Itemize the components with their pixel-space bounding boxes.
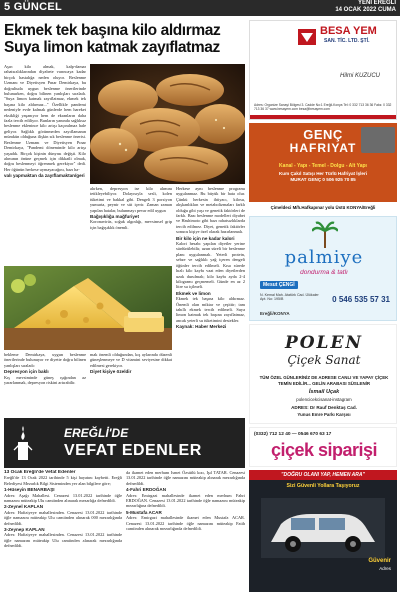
article-subhead: Ekmek ve limon xyxy=(176,290,211,296)
obituary-entry-text: Adres: Hafiziyeye mahallesinden. Cenazesi 13.01.2022 tarihinde öğle namazını müteakip Ulu camiinden alınarak mezarlığında defnedildi. xyxy=(4,532,122,549)
headline-line-2: Suya limon katmak zayıflatmaz xyxy=(4,39,220,56)
obituary-entry xyxy=(4,487,122,503)
obituary-list-left xyxy=(4,470,122,592)
obituary-entry-text: Adres: Aşağı Mahallesi. Cenazesi 13.01.2022 tarihinde öğle namazını müteakip Ulu camiinden alınarak mezarlığa defnedildi. xyxy=(4,492,122,504)
paper-name: YENİ EREĞLİ xyxy=(357,0,396,6)
article-source: Kaynak: Haber Merkezi xyxy=(176,324,227,330)
obituary-entry-title: 1-Hüseyin BENARBAŞI xyxy=(4,487,55,493)
besa-brand: BESA YEM xyxy=(320,25,377,37)
obituary-entry xyxy=(4,470,122,486)
palm-tree-icon xyxy=(312,221,338,249)
headline-line-1: Ekmek tek başına kilo aldırmaz xyxy=(4,22,221,39)
paper-info xyxy=(335,0,396,14)
genc-subtitle: HAFRIYAT xyxy=(289,141,357,155)
obituary-entry xyxy=(126,487,245,509)
obituary-entry xyxy=(4,504,122,526)
palmiye-owner: Mesut ÇENGİ xyxy=(260,281,298,289)
article-paragraph: Kış mevsiminde güneş ışığından az yararlanmak, depresyon riskini artırabilir. xyxy=(4,374,86,386)
polen-name: POLEN xyxy=(284,333,364,353)
palmiye-city: Ereğli/KONYA xyxy=(260,311,290,316)
article-subhead: Bir kilo için ne kadar kalori xyxy=(176,235,235,241)
article-paragraph: Herkese aynı beslenme programı uygulanmaz. Bu büyük bir hata olur. Çünkü herkesin ihtiyacı, kilosu, alışkanlıkları ve metabolizmaları farklı olduğu gibi yaşı ve genetik faktörleri de farklı. Bazı beslenme modelleri diyabet ve Hashimoto gibi bazı rahatsızlıklarda tercih edilmez. Diyet, genetik faktörler sonucu kişiye özel olarak hazırlanmalı. xyxy=(176,186,245,235)
polen-address-2: Yunus Emre Parkı Karşısı xyxy=(297,412,351,417)
cheese-photo xyxy=(4,266,172,350)
genc-details xyxy=(253,171,393,183)
palmiye-address: N. Kemal Mah. Atatürk Cad. Ülükaler Apt. No: 195/B xyxy=(260,293,319,302)
palmiye-phone: 0 546 535 57 31 xyxy=(332,295,390,304)
obituary-entry-title: 4-Fahri ERDOĞAN xyxy=(126,487,167,493)
polen-description: TÜM ÖZEL GÜNLERİNİZ DE ADRESE CANLI VE YAPAY ÇİÇEK TEMİN EDİLİR... GELİN ARABASI SÜSLENİR xyxy=(259,375,389,386)
article-subhead: Bağışıklığa mağfuriyet xyxy=(90,214,140,220)
obituary-entry-text: da ikamet eden merhum Ismet Özsütlü kızı, Işıl TATAR. Cenazesi 13.01.2022 tarihinde öğle namazını müteakip alınarak mezarlığında defnedildi. xyxy=(126,470,245,486)
obituary-entry-text: Adres: Emirgazi mahallesinde ikamet eden Mustafa ACAR. Cenazesi 13.01.2022 tarihinde öğle namazını müteakip Fatih camiinden alınarak mezarlığında defnedildi. xyxy=(126,515,245,532)
article-column-2b xyxy=(90,352,172,382)
obituary-entry-text: Adres: Emirgazi mahallesinde ikamet eden merhum Fahri ERDOĞAN. Cenazesi 13.01.2022 tarihinde öğle namazını müteakip mezarlığına defnedildi. xyxy=(126,492,245,509)
masthead-bar xyxy=(0,0,400,16)
obituary-entry xyxy=(126,470,245,486)
obituary-entry-title: 2-Zeynel KAPLAN xyxy=(4,504,44,510)
obituary-entry-title: 5-Mustafa ACAR xyxy=(126,509,162,515)
guven-tagline: Sizi Güvenli Yollara Taşıyoruz xyxy=(286,483,360,489)
guven-name: Güvenir xyxy=(368,558,391,564)
cicek-siparisi-ad[interactable] xyxy=(249,427,397,467)
besa-color-strip xyxy=(250,115,397,119)
obituary-entry-title: 3-Zeynep KAPLAN xyxy=(4,527,45,533)
besa-address: Adres: Organize Sanayi Bölgesi 3. Cadde No:1 Ereğli-Konya Tel: 0 332 713 36 36 Faks: 0 332 713 36 37 www.besayem.com besa@besayem.com xyxy=(254,103,392,111)
article-column-2a xyxy=(90,186,172,264)
article-paragraph: alırken, depresyon ise kilo alımını tetikleyebiliyor. Dolayısıyla sesli, kolen tüketimi ve bakkal gibi. Dengeli 3 porsiyon yumurta, peynir ve süt içerir. Zaman zaman yapılan hatalar, bulunmayı pevar edil uygun xyxy=(90,186,172,213)
polen-name-2: Çiçek Sanat xyxy=(287,353,361,367)
article-subhead: valı yapmaktan da zayıflamaktan/geri xyxy=(4,173,85,179)
genc-address: Çimeldeci M/h.Hafkapınar yolu Üstü KONYA/Ereğli xyxy=(249,202,397,213)
headline xyxy=(4,22,244,56)
bread-photo xyxy=(90,64,245,184)
car-icon xyxy=(261,498,385,558)
article-paragraph: Aşırı kilo almak, kalp-damar rahatsızlıklarından diyabete varıncaya kadar birçok hastalığa neden oluyor. Beslenme Uzmanı ve Diyetisyen Pınar Demirkaya, bu doğrultuda uygun beslenme önerilerinde bulunurken, doğru bilinen yanlışları sıraladı. "Suya limon katmak zayıflatmaz, ekmek tek başına kilo aldırmaz..." Özellikle pandemi nedeniyle evde kalmak günlerde hem hareket eksikliği yaşanıyor hem de ekranların daha fazla tercih ediliyor. Bunların yanında sağlıksız beslenme eklenince kilo artışı kaçınılmaz hale geliyor. Sağlıklı görünmeden zayıflamanın mümkün olduğuna ilişkin sık beslenme önerisi. Beslenme Uzmanı ve Diyetisyen Pınar Demirkaya, "Pandemi döneminde kilo artışı yaşadık. Birçok kişinin dünyası değişti. Kilo alımının önüne geçmek için dikkatli olmak, doğru beslenmeyi öğrenmek gerekiyor" dedi. Her öğünün herkese uymayacağını, bazı ha- xyxy=(4,64,86,172)
article-subhead: Depresyon için baklı xyxy=(4,369,49,375)
article-column-1b xyxy=(4,352,86,390)
obituary-header xyxy=(4,418,245,468)
article-paragraph: mak önemli olduğundan, kış aylarında düzenli güneşlenmeye ve D vitamini seviyesine dikkat edilmesi gerekiyor. xyxy=(90,352,172,368)
polen-cicek-ad[interactable] xyxy=(249,324,397,424)
besa-brand-sub: SAN. TİC. LTD. ŞTİ. xyxy=(324,38,370,44)
section-label: 5 GÜNCEL xyxy=(4,1,63,13)
article-column-3 xyxy=(176,186,245,416)
article-subhead: Diyet kişiye özeldir xyxy=(90,369,132,375)
genc-services: Kanal - Yapı - Temel - Dolgu - Alt Yapı xyxy=(279,163,367,169)
obituary-entry-text: Ereğli'de 13 Ocak 2022 tarihinde 5 kişi hayatını kaybetti. Ereğli Belediyesi Mezarlık Bilgi Sisteminden yer alan bilgilere göre; xyxy=(4,475,122,486)
candle-icon xyxy=(12,424,34,462)
polen-person: İsmail Uçak xyxy=(308,389,340,395)
issue-date: 14 OCAK 2022 CUMA xyxy=(335,7,396,13)
siparis-phone: (0332) 712 12 40 — 0546 670 63 17 xyxy=(254,432,332,437)
palmiye-ad[interactable] xyxy=(249,216,397,321)
obituary-heading-1: EREĞLİ'DE xyxy=(64,426,129,440)
obituary-entry-text: Adres: Hafiziyeye mahallesinden. Cenazesi 13.01.2022 tarihinde öğle namazını müteakip Ulu camiinden alınarak 000 mezarlığında defnedildi. xyxy=(4,509,122,526)
besa-signature: Hilmi KUZUCU xyxy=(340,73,380,79)
obituary-entry xyxy=(4,527,122,549)
guvenir-ad[interactable] xyxy=(249,470,397,592)
genc-title: GENÇ xyxy=(303,127,343,142)
polen-address: ADRES: Dr Rauf Denktaş Cad. xyxy=(291,405,357,410)
palmiye-name: palmiye xyxy=(284,247,364,268)
guven-slogan: "DOĞRU OLANI YAP, HEMEN ARA" xyxy=(249,470,397,480)
palmiye-sub: dondurma & tatlı xyxy=(300,269,348,276)
bread-image xyxy=(90,64,245,184)
article-paragraph: Ekmek tek başına kilo aldırmaz. Önemli olan miktar ve çeşittir; tam tahıllı ekmek tercih edilmeli. Suya limon katmak tek başına zayıflatmaz, ancak yeterli su tüketimini destekler. xyxy=(176,296,245,323)
article-paragraph: Koronavirüs, soğuk algınlığı, mevsimsel grip için bağışıklık önemli. xyxy=(90,219,172,230)
polen-instagram: polencicekcisanat-instagram xyxy=(296,397,352,402)
obituary-heading-2: VEFAT EDENLER xyxy=(64,442,202,459)
genc-hafriyat-ad[interactable] xyxy=(249,123,397,213)
article-paragraph: bekleme Demirkaya, uygun beslenme önerilerinde bulunuyor ve diyette doğru bilinen yanlışları sıraladı: xyxy=(4,352,86,368)
guven-sub: Adres xyxy=(379,566,391,571)
obituary-entry-title: 13 Ocak Ereğli'de Vefat Edenler xyxy=(4,470,76,475)
genc-contact: MURAT GENÇ 0 506 925 70 85 xyxy=(290,177,356,182)
siparis-title: çiçek siparişi xyxy=(270,440,378,460)
cheese-image xyxy=(4,266,172,350)
obituary-list-right xyxy=(126,470,245,592)
genc-sales: Kum Çakıl Satışı Her Türlü Hafriyat İşleri xyxy=(278,171,368,176)
obituary-entry xyxy=(126,510,245,532)
besa-yem-ad[interactable] xyxy=(249,20,397,120)
article-paragraph: Kalori hesabı yapılan diyetler yerine sürdürülebilir, uzun süreli bir beslenme planı uygulanmalı. Yeterli protein, sebze ve sağlıklı yağ içeren dengeli öğünler tercih edilmeli. Kısa sürede hızlı kilo kaybı vaat eden diyetlerden uzak durulmalı; kilo kaybı ayda 2-4 kilogramı geçmemeli. Günde en az 2 litre su içilmeli. xyxy=(176,241,245,290)
